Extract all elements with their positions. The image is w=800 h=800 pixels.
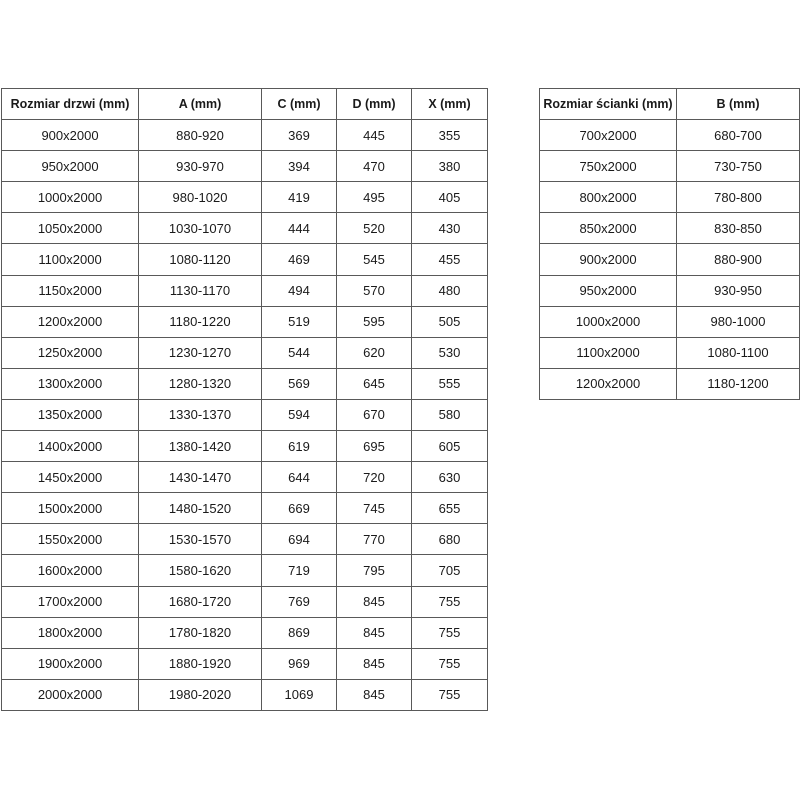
table-row [540,213,800,244]
header-row [2,89,488,120]
table-cell: 644 [262,462,337,493]
table-cell: 1680-1720 [139,586,262,617]
table-cell: 620 [337,337,412,368]
table-cell: 1980-2020 [139,679,262,710]
table-cell: 480 [412,275,488,306]
table-cell: 755 [412,679,488,710]
table-cell: 520 [337,213,412,244]
table-cell: 830-850 [677,213,800,244]
header-row [540,89,800,120]
column-header: X (mm) [412,89,488,120]
table-cell: 769 [262,586,337,617]
table-cell: 369 [262,120,337,151]
table-cell: 1550x2000 [2,524,139,555]
table-row [2,306,488,337]
table-cell: 719 [262,555,337,586]
table-cell: 755 [412,586,488,617]
table-row [2,679,488,710]
table-cell: 969 [262,648,337,679]
table-cell: 930-950 [677,275,800,306]
table-cell: 1600x2000 [2,555,139,586]
table-cell: 1069 [262,679,337,710]
table-cell: 630 [412,462,488,493]
table-row [2,462,488,493]
table-cell: 880-900 [677,244,800,275]
table-cell: 1250x2000 [2,337,139,368]
table-cell: 380 [412,151,488,182]
table-cell: 705 [412,555,488,586]
table-cell: 569 [262,368,337,399]
column-header: B (mm) [677,89,800,120]
table-cell: 755 [412,617,488,648]
table-cell: 355 [412,120,488,151]
table-cell: 1200x2000 [540,368,677,399]
table-cell: 1100x2000 [2,244,139,275]
table-cell: 645 [337,368,412,399]
table-cell: 950x2000 [540,275,677,306]
table-cell: 605 [412,431,488,462]
wall-sizes-table [539,88,800,400]
table-cell: 1530-1570 [139,524,262,555]
table-cell: 1450x2000 [2,462,139,493]
table-cell: 880-920 [139,120,262,151]
table-cell: 1030-1070 [139,213,262,244]
table-row [2,337,488,368]
table-cell: 1380-1420 [139,431,262,462]
table-row [540,337,800,368]
table-cell: 405 [412,182,488,213]
table-cell: 1050x2000 [2,213,139,244]
table-cell: 745 [337,493,412,524]
table-row [540,120,800,151]
table-cell: 394 [262,151,337,182]
table-cell: 695 [337,431,412,462]
table-row [2,431,488,462]
table-row [540,182,800,213]
table-cell: 1080-1100 [677,337,800,368]
table-cell: 1800x2000 [2,617,139,648]
table-cell: 694 [262,524,337,555]
table-cell: 670 [337,399,412,430]
table-row [2,524,488,555]
table-cell: 680-700 [677,120,800,151]
table-cell: 580 [412,399,488,430]
table-cell: 1480-1520 [139,493,262,524]
table-cell: 544 [262,337,337,368]
table-cell: 770 [337,524,412,555]
table-cell: 494 [262,275,337,306]
table-cell: 619 [262,431,337,462]
table-cell: 1130-1170 [139,275,262,306]
table-cell: 1780-1820 [139,617,262,648]
table-cell: 1700x2000 [2,586,139,617]
table-cell: 1430-1470 [139,462,262,493]
table-cell: 950x2000 [2,151,139,182]
table-cell: 1400x2000 [2,431,139,462]
table-row [540,244,800,275]
table-row [2,182,488,213]
table-cell: 930-970 [139,151,262,182]
table-cell: 900x2000 [2,120,139,151]
table-cell: 445 [337,120,412,151]
table-cell: 1080-1120 [139,244,262,275]
table-row [2,493,488,524]
table-cell: 455 [412,244,488,275]
column-header: C (mm) [262,89,337,120]
table-cell: 720 [337,462,412,493]
table-cell: 1150x2000 [2,275,139,306]
table-cell: 595 [337,306,412,337]
table-cell: 1500x2000 [2,493,139,524]
table-cell: 2000x2000 [2,679,139,710]
table-cell: 980-1020 [139,182,262,213]
table-row [540,306,800,337]
table-cell: 680 [412,524,488,555]
table-cell: 505 [412,306,488,337]
table-cell: 1230-1270 [139,337,262,368]
column-header: A (mm) [139,89,262,120]
table-cell: 430 [412,213,488,244]
table-cell: 1300x2000 [2,368,139,399]
table-row [2,399,488,430]
table-row [2,555,488,586]
table-cell: 800x2000 [540,182,677,213]
table-cell: 869 [262,617,337,648]
table-cell: 545 [337,244,412,275]
table-cell: 1000x2000 [540,306,677,337]
table-row [540,151,800,182]
table-cell: 570 [337,275,412,306]
table-cell: 700x2000 [540,120,677,151]
table-row [2,213,488,244]
table-row [2,586,488,617]
table-cell: 795 [337,555,412,586]
table-row [2,275,488,306]
table-cell: 1350x2000 [2,399,139,430]
table-cell: 750x2000 [540,151,677,182]
table-cell: 1580-1620 [139,555,262,586]
table-cell: 495 [337,182,412,213]
table-cell: 755 [412,648,488,679]
table-cell: 1330-1370 [139,399,262,430]
table-row [540,275,800,306]
table-row [540,368,800,399]
table-cell: 1200x2000 [2,306,139,337]
table-cell: 1100x2000 [540,337,677,368]
table-cell: 555 [412,368,488,399]
table-cell: 900x2000 [540,244,677,275]
table-cell: 669 [262,493,337,524]
table-cell: 730-750 [677,151,800,182]
table-cell: 519 [262,306,337,337]
table-cell: 780-800 [677,182,800,213]
table-cell: 1000x2000 [2,182,139,213]
table-row [2,368,488,399]
table-cell: 845 [337,617,412,648]
table-cell: 1280-1320 [139,368,262,399]
table-row [2,648,488,679]
table-cell: 594 [262,399,337,430]
table-row [2,120,488,151]
table-cell: 444 [262,213,337,244]
table-cell: 469 [262,244,337,275]
table-cell: 1180-1220 [139,306,262,337]
table-cell: 1880-1920 [139,648,262,679]
table-cell: 1180-1200 [677,368,800,399]
column-header: Rozmiar ścianki (mm) [540,89,677,120]
door-sizes-table [1,88,488,711]
column-header: Rozmiar drzwi (mm) [2,89,139,120]
table-row [2,151,488,182]
table-cell: 1900x2000 [2,648,139,679]
table-cell: 850x2000 [540,213,677,244]
table-cell: 845 [337,679,412,710]
table-cell: 845 [337,648,412,679]
table-cell: 845 [337,586,412,617]
table-cell: 419 [262,182,337,213]
column-header: D (mm) [337,89,412,120]
table-cell: 470 [337,151,412,182]
table-cell: 530 [412,337,488,368]
table-row [2,244,488,275]
table-cell: 655 [412,493,488,524]
table-cell: 980-1000 [677,306,800,337]
table-row [2,617,488,648]
